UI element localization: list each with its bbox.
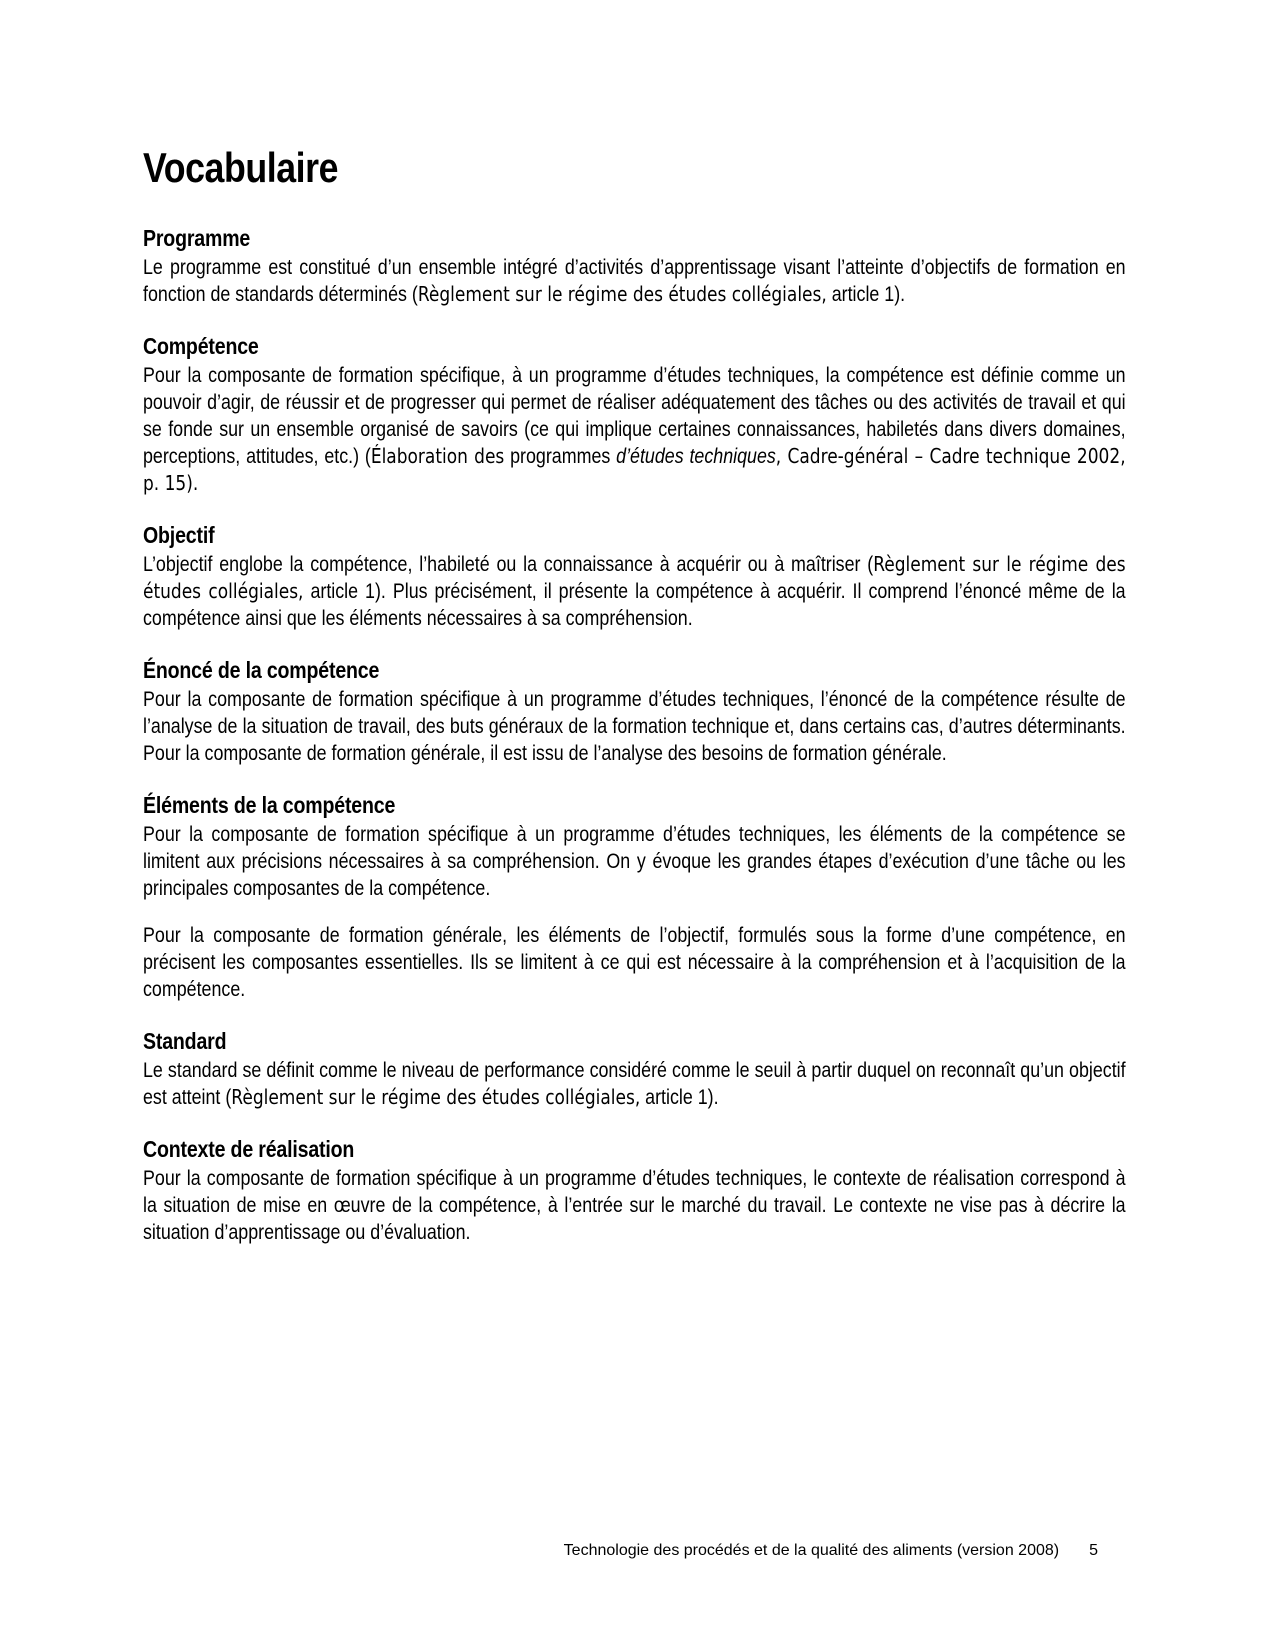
paragraph bbox=[143, 1057, 1126, 1111]
section-heading-competence: Compétence bbox=[143, 333, 259, 359]
section-competence bbox=[143, 332, 1126, 497]
text-run: article 1). bbox=[640, 1086, 719, 1109]
text-run: d’études techniques bbox=[616, 445, 776, 468]
text-run: Règlement sur le régime des études collégiales, bbox=[417, 282, 827, 306]
section-heading-objectif: Objectif bbox=[143, 522, 215, 548]
section-heading-contexte: Contexte de réalisation bbox=[143, 1136, 355, 1162]
text-run: Règlement sur le régime des études collégiales, bbox=[231, 1085, 641, 1109]
footer-document-title: Technologie des procédés et de la qualité des aliments (version 2008) bbox=[563, 1542, 1060, 1559]
section-heading-elements: Éléments de la compétence bbox=[143, 792, 396, 818]
text-run: Pour la composante de formation spécifique, à un programme d’études techniques, la compétence est définie comme un pouvoir d’agir, de réussir et de progresser qui permet de réaliser adéquatement des tâches ou des activités de travail et qui se fonde sur un ensemble organisé de savoirs (ce qui implique certaines connaissances, habiletés dans divers domaines, perceptions, attitudes, etc.) ( bbox=[143, 364, 1126, 468]
text-run: Pour la composante de formation générale, les éléments de l’objectif, formulés sous la forme d’une compétence, en précisent les composantes essentielles. Ils se limitent à ce qui est nécessaire à la compréhension et à l’acquisition de la compétence. bbox=[143, 924, 1126, 1001]
section-programme bbox=[143, 224, 1126, 308]
paragraph bbox=[143, 362, 1126, 497]
text-run: , Cadre-général – Cadre technique 2002, p. 15). bbox=[143, 444, 1126, 495]
paragraph bbox=[143, 551, 1126, 632]
section-heading-enonce: Énoncé de la compétence bbox=[143, 657, 380, 683]
section-standard bbox=[143, 1027, 1126, 1111]
text-run: Élaboration des bbox=[370, 444, 505, 468]
text-run: Règlement sur le régime des études collégiales, bbox=[143, 552, 1126, 603]
text-run: Pour la composante de formation spécifique à un programme d’études techniques, les éléments de la compétence se limitent aux précisions nécessaires à sa compréhension. On y évoque les grandes étapes d’exécution d’une tâche ou les principales composantes de la compétence. bbox=[143, 823, 1126, 900]
section-enonce-de-la-competence bbox=[143, 656, 1126, 767]
text-run: programmes bbox=[504, 445, 617, 468]
text-run: article 1). bbox=[826, 283, 906, 306]
text-run: Le programme est constitué d’un ensemble intégré d’activités d’apprentissage visant l’atteinte d’objectifs de formation en fonction de standards déterminés ( bbox=[143, 256, 1126, 306]
paragraph bbox=[143, 686, 1126, 767]
paragraph bbox=[143, 922, 1126, 1003]
text-run: Pour la composante de formation spécifique à un programme d’études techniques, l’énoncé de la compétence résulte de l’analyse de la situation de travail, des buts généraux de la formation technique et, dans certains cas, d’autres déterminants. Pour la composante de formation générale, il est issu de l’analyse des besoins de formation générale. bbox=[143, 688, 1126, 765]
text-run: L’objectif englobe la compétence, l’habileté ou la connaissance à acquérir ou à maîtriser ( bbox=[143, 553, 874, 576]
page-footer bbox=[564, 1541, 1098, 1561]
section-objectif bbox=[143, 521, 1126, 632]
paragraph bbox=[143, 254, 1126, 308]
text-run: Pour la composante de formation spécifique à un programme d’études techniques, le contexte de réalisation correspond à la situation de mise en œuvre de la compétence, à l’entrée sur le marché du travail. Le contexte ne vise pas à décrire la situation d’apprentissage ou d’évaluation. bbox=[143, 1167, 1126, 1244]
section-heading-programme: Programme bbox=[143, 225, 251, 251]
page-title: Vocabulaire bbox=[143, 144, 339, 191]
text-run: Le standard se définit comme le niveau de performance considéré comme le seuil à partir duquel on reconnaît qu’un objectif est atteint ( bbox=[143, 1059, 1126, 1109]
paragraph bbox=[143, 821, 1126, 902]
footer-page-number: 5 bbox=[1089, 1542, 1098, 1559]
page-content bbox=[143, 145, 1126, 1246]
section-heading-standard: Standard bbox=[143, 1028, 227, 1054]
text-run: article 1). Plus précisément, il présente la compétence à acquérir. Il comprend l’énoncé même de la compétence ainsi que les éléments nécessaires à sa compréhension. bbox=[143, 580, 1126, 630]
paragraph bbox=[143, 1165, 1126, 1246]
section-elements-de-la-competence bbox=[143, 791, 1126, 1003]
section-contexte-de-realisation bbox=[143, 1135, 1126, 1246]
